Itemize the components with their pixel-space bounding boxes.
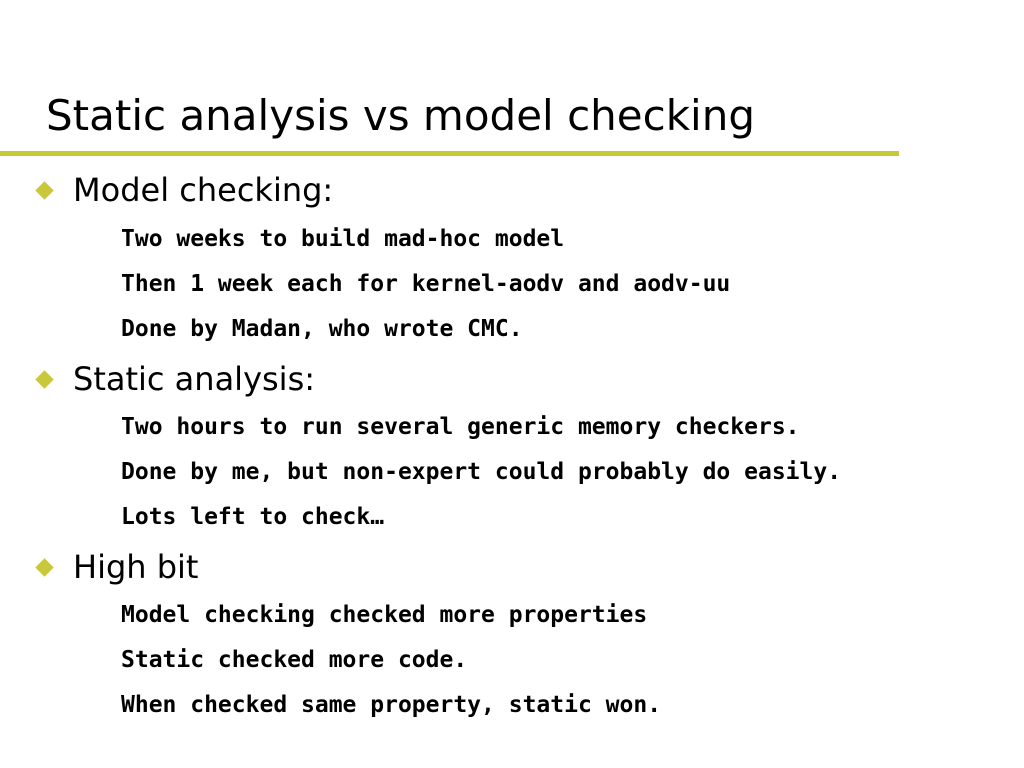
diamond-bullet-icon — [35, 181, 53, 199]
diamond-bullet-icon — [35, 370, 53, 388]
bullet-heading: Static analysis: — [73, 360, 316, 398]
bullet-model-checking — [38, 170, 333, 210]
sub-item: Static checked more code. — [121, 647, 468, 673]
sub-item: Lots left to check… — [121, 504, 385, 530]
bullet-static-analysis — [38, 359, 315, 399]
sub-item: When checked same property, static won. — [121, 692, 662, 718]
diamond-bullet-icon — [35, 558, 53, 576]
sub-item: Two weeks to build mad-hoc model — [121, 226, 565, 252]
sub-item: Done by Madan, who wrote CMC. — [121, 316, 523, 342]
sub-item: Two hours to run several generic memory checkers. — [121, 414, 800, 440]
bullet-heading: Model checking: — [73, 171, 334, 209]
sub-item: Model checking checked more properties — [121, 602, 648, 628]
title-underline — [0, 151, 899, 156]
slide-title: Static analysis vs model checking — [46, 91, 755, 140]
bullet-heading: High bit — [73, 548, 199, 586]
bullet-high-bit — [38, 547, 198, 587]
sub-item: Then 1 week each for kernel-aodv and aodv-uu — [121, 271, 731, 297]
sub-item: Done by me, but non-expert could probably do easily. — [121, 459, 842, 485]
